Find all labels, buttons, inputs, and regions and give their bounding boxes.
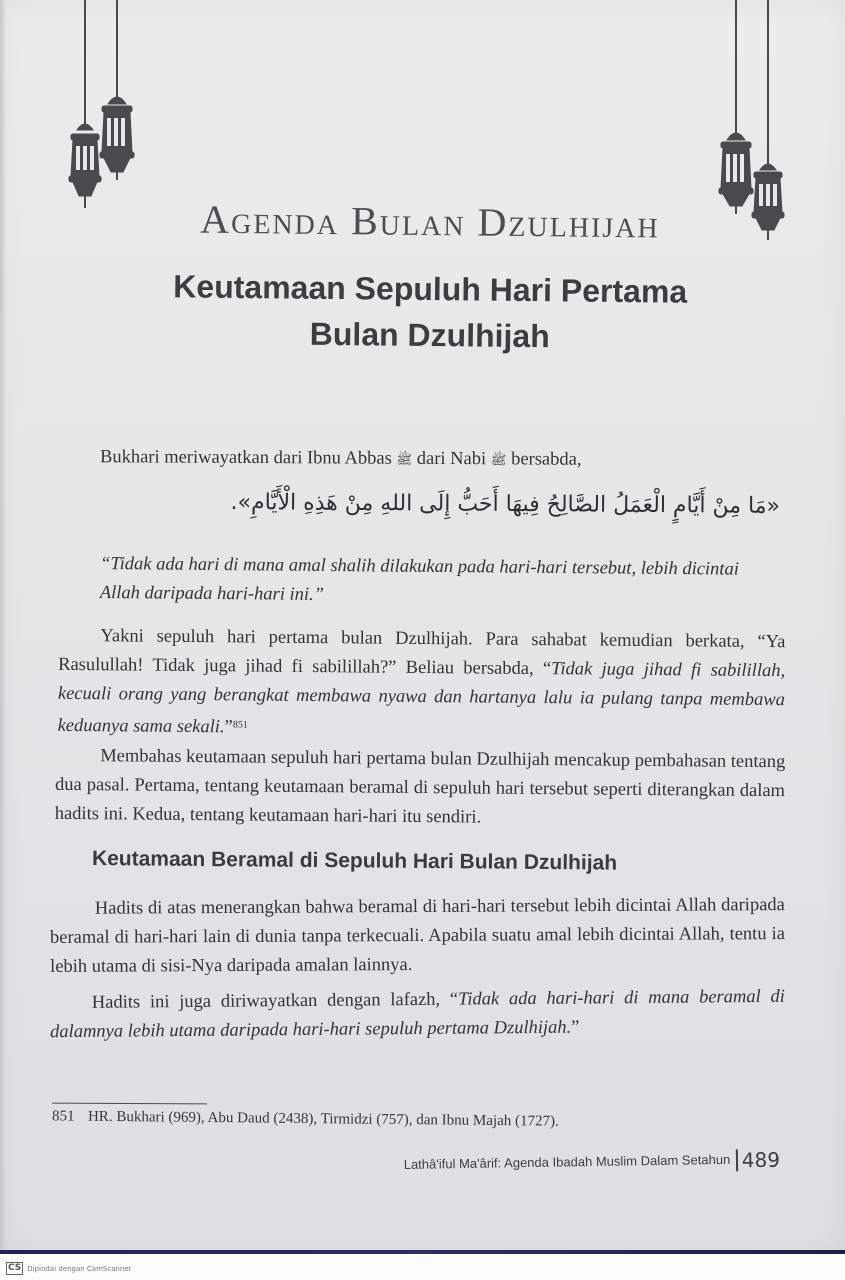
footnote-text: HR. Bukhari (969), Abu Daud (2438), Tirmidzi (757), dan Ibnu Majah (1727).: [87, 1108, 559, 1130]
section-paragraph-2: [50, 983, 785, 1047]
page-edge-shadow: [0, 0, 6, 1258]
footnote-number: 851: [51, 1108, 75, 1125]
footnote: [52, 1108, 752, 1132]
section-paragraph-2-plain: Hadits ini juga diriwayatkan dengan lafazh, “: [91, 989, 459, 1013]
paragraph-yakni-closing: ”: [224, 717, 233, 738]
paragraph-yakni: [57, 622, 785, 747]
paragraph-yakni-plain: Yakni sepuluh hari pertama bulan Dzulhijah. Para sahabat kemudian berkata, “Ya Rasulullah! Tidak juga jihad fi sabilillah?” Beliau bersabda, “: [58, 626, 786, 680]
hadith-translation-line-2: Allah daripada hari-hari ini.”: [99, 583, 325, 605]
intro-text-middle: dari Nabi: [412, 448, 491, 470]
camscanner-logo-icon: CS: [8, 1263, 22, 1273]
footnote-reference: 851: [232, 719, 248, 731]
chapter-title: Agenda Bulan Dzulhijah: [200, 196, 660, 247]
section-heading: Keutamaan Beramal di Sepuluh Hari Bulan Dzulhijah: [91, 847, 618, 875]
footnote-divider: [52, 1103, 207, 1105]
lantern-icon: [752, 0, 784, 240]
hadith-translation: [100, 550, 785, 614]
page-number: 489: [741, 1147, 781, 1173]
section-paragraph-2-closing: ”: [571, 1017, 580, 1038]
lantern-icon-group-left: [55, 0, 145, 215]
lantern-icon: [719, 0, 753, 214]
lantern-icon: [100, 0, 134, 180]
chapter-subtitle: [120, 263, 741, 361]
hadith-arabic: «مَا مِنْ أَيَّامٍ الْعَمَلُ الصَّالِحُ فِيهَا أَحَبُّ إِلَى اللهِ مِنْ هَذِهِ الْأَيَّامِ».: [230, 490, 781, 519]
intro-paragraph: [100, 443, 780, 476]
subtitle-line-1: Keutamaan Sepuluh Hari Pertama: [173, 268, 688, 310]
subtitle-line-2: Bulan Dzulhijah: [309, 315, 550, 355]
footer-divider: [736, 1149, 738, 1171]
intro-text-before: Bukhari meriwayatkan dari Ibnu Abbas: [99, 447, 397, 469]
lantern-icon: [69, 0, 101, 208]
honorific-abbas-icon: ﷺ: [396, 451, 413, 467]
honorific-nabi-icon: ﷺ: [490, 452, 507, 468]
intro-text-after: bersabda,: [506, 449, 582, 470]
paragraph-yakni-italic: Tidak juga jihad fi sabilillah, kecuali orang yang berangkat membawa nyawa dan hartanya lalu ia pulang tanpa membawa keduanya sama sekali.: [57, 659, 786, 738]
running-footer: [350, 1148, 780, 1179]
running-title: Lathâ'iful Ma'ârif: Agenda Ibadah Muslim Dalam Setahun: [403, 1151, 731, 1172]
scanner-watermark: [6, 1262, 132, 1275]
section-paragraph-1: Hadits di atas menerangkan bahwa beramal di hari-hari tersebut lebih dicintai Allah daripada beramal di hari-hari lain di dunia tanpa terkecuali. Apabila suatu amal lebih dicintai Allah, tentu ia lebih utama di sisi-Nya daripada amalan lainnya.: [49, 895, 786, 977]
section-paragraph-2-italic: Tidak ada hari-hari di mana beramal di dalamnya lebih utama daripada hari-hari sepuluh pertama Dzulhijah.: [50, 986, 785, 1043]
paragraph-membahas: Membahas keutamaan sepuluh hari pertama bulan Dzulhijah mencakup pembahasan tentang dua pasal. Pertama, tentang keutamaan beramal di sepuluh hari tersebut seperti diterangkan dalam hadits ini. Kedua, tentang keutamaan hari-hari itu sendiri.: [54, 746, 786, 828]
hadith-translation-line-1: “Tidak ada hari di mana amal shalih dilakukan pada hari-hari tersebut, lebih dicintai: [100, 554, 739, 580]
scanner-watermark-text: Dipindai dengan CamScanner: [27, 1264, 132, 1273]
